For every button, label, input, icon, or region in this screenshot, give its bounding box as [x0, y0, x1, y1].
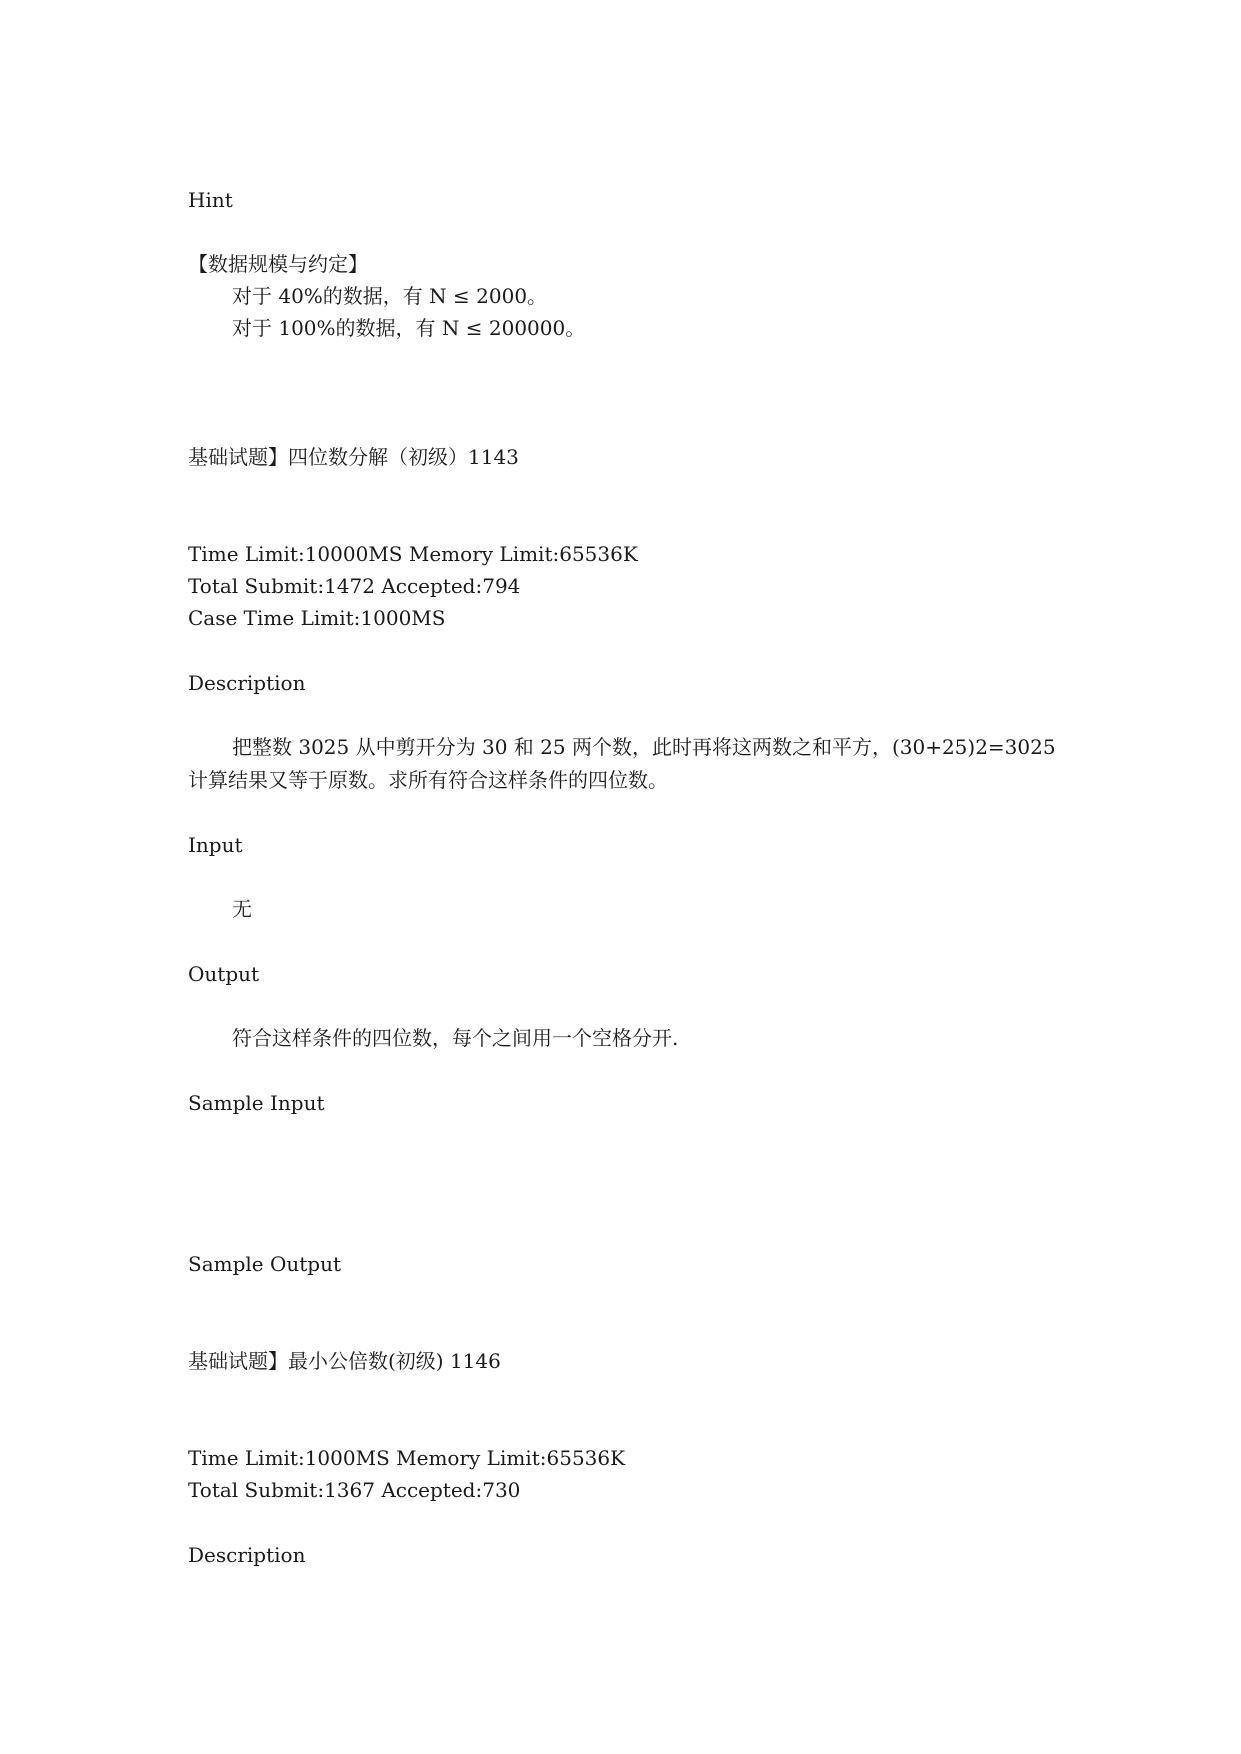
data-scale-line-1: 对于 40%的数据，有 N ≤ 2000。	[232, 284, 548, 308]
data-scale-title: 【数据规模与约定】	[188, 252, 368, 276]
description-heading-1146: Description	[188, 1543, 306, 1567]
problem-title-1146: 基础试题】最小公倍数(初级) 1146	[188, 1349, 501, 1373]
sample-output-heading: Sample Output	[188, 1252, 342, 1276]
data-scale-line-2: 对于 100%的数据，有 N ≤ 200000。	[232, 316, 586, 340]
hint-heading: Hint	[188, 188, 233, 212]
problem-title-1143: 基础试题】四位数分解（初级）1143	[188, 445, 519, 469]
description-heading-1143: Description	[188, 671, 306, 695]
case-time-limit-1143: Case Time Limit:1000MS	[188, 606, 446, 630]
submit-stats-1143: Total Submit:1472 Accepted:794	[188, 574, 521, 598]
time-memory-limit-1143: Time Limit:10000MS Memory Limit:65536K	[188, 542, 638, 566]
output-heading: Output	[188, 962, 260, 986]
output-text: 符合这样条件的四位数，每个之间用一个空格分开.	[232, 1026, 679, 1050]
time-memory-limit-1146: Time Limit:1000MS Memory Limit:65536K	[188, 1446, 626, 1470]
input-heading: Input	[188, 833, 243, 857]
description-text-line-1: 把整数 3025 从中剪开分为 30 和 25 两个数，此时再将这两数之和平方，(30+25)2=3025	[232, 735, 1056, 759]
input-text: 无	[232, 897, 252, 921]
sample-input-heading: Sample Input	[188, 1091, 325, 1115]
description-text-line-2: 计算结果又等于原数。求所有符合这样条件的四位数。	[188, 768, 668, 792]
submit-stats-1146: Total Submit:1367 Accepted:730	[188, 1478, 521, 1502]
